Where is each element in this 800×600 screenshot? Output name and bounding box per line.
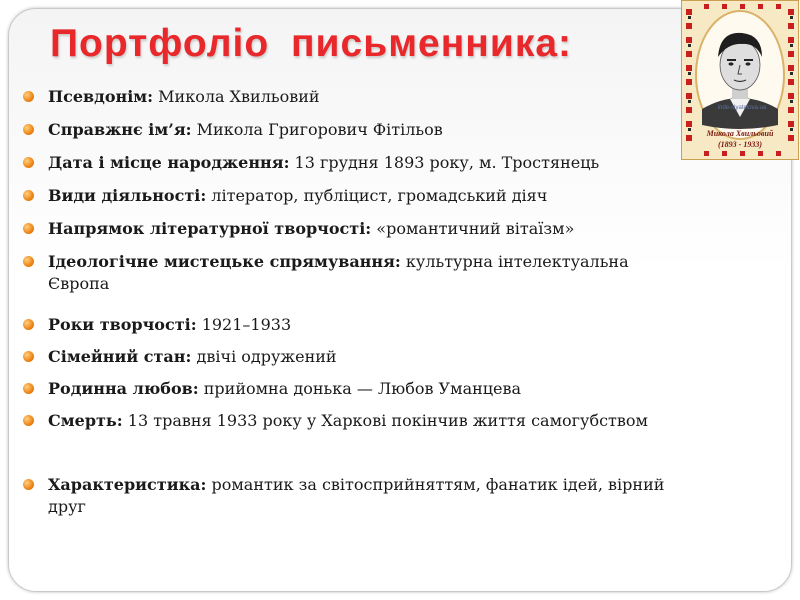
item-label: Справжнє ім’я: (48, 120, 192, 139)
item-label: Родинна любов: (48, 379, 199, 398)
list-item (20, 251, 688, 295)
item-label: Ідеологічне мистецьке спрямування: (48, 252, 401, 271)
bullet-icon (23, 223, 34, 234)
bullet-icon (23, 256, 34, 267)
list-item (20, 346, 337, 368)
item-label: Дата і місце народження: (48, 153, 290, 172)
item-label: Види діяльності: (48, 186, 207, 205)
item-label: Роки творчості: (48, 315, 197, 334)
portrait-caption-years: (1893 - 1933) (718, 140, 762, 149)
list-item (20, 185, 547, 207)
slide-title: Портфоліо письменника: (50, 22, 573, 65)
bullet-icon (23, 124, 34, 135)
item-value: «романтичний вітаїзм» (371, 219, 575, 238)
writer-portrait (681, 0, 799, 160)
list-item (20, 86, 320, 108)
item-value: прийомна донька — Любов Уманцева (198, 379, 522, 398)
bullet-icon (23, 190, 34, 201)
item-value: романтик за світосприйняттям, фанатик ідей, вірний друг (48, 475, 665, 516)
item-value: 13 травня 1933 року у Харкові покінчив життя самогубством (122, 411, 648, 430)
item-value: культурна інтелектуальна Європа (48, 252, 629, 293)
list-item (20, 119, 443, 141)
item-label: Псевдонім: (48, 87, 154, 106)
item-value: літератор, публіцист, громадський діяч (206, 186, 548, 205)
portrait-caption-name: Микола Хвильовий (706, 129, 774, 138)
item-value: Микола Григорович Фітільов (191, 120, 443, 139)
item-value: 1921–1933 (196, 315, 292, 334)
item-label: Смерть: (48, 411, 123, 430)
bullet-icon (23, 383, 34, 394)
list-item (20, 474, 688, 518)
item-label: Напрямок літературної творчості: (48, 219, 372, 238)
list-item (20, 314, 291, 336)
list-item (20, 410, 648, 432)
bullet-icon (23, 91, 34, 102)
bullet-icon (23, 351, 34, 362)
list-item (20, 218, 574, 240)
portrait-website: inde-slyatelova.ua (717, 105, 767, 111)
list-item (20, 152, 599, 174)
bullet-icon (23, 479, 34, 490)
list-item (20, 378, 521, 400)
item-label: Сімейний стан: (48, 347, 192, 366)
bullet-icon (23, 157, 34, 168)
item-value: двічі одружений (191, 347, 337, 366)
bullet-icon (23, 415, 34, 426)
item-value: Микола Хвильовий (153, 87, 320, 106)
bullet-icon (23, 319, 34, 330)
item-value: 13 грудня 1893 року, м. Тростянець (289, 153, 600, 172)
item-label: Характеристика: (48, 475, 207, 494)
